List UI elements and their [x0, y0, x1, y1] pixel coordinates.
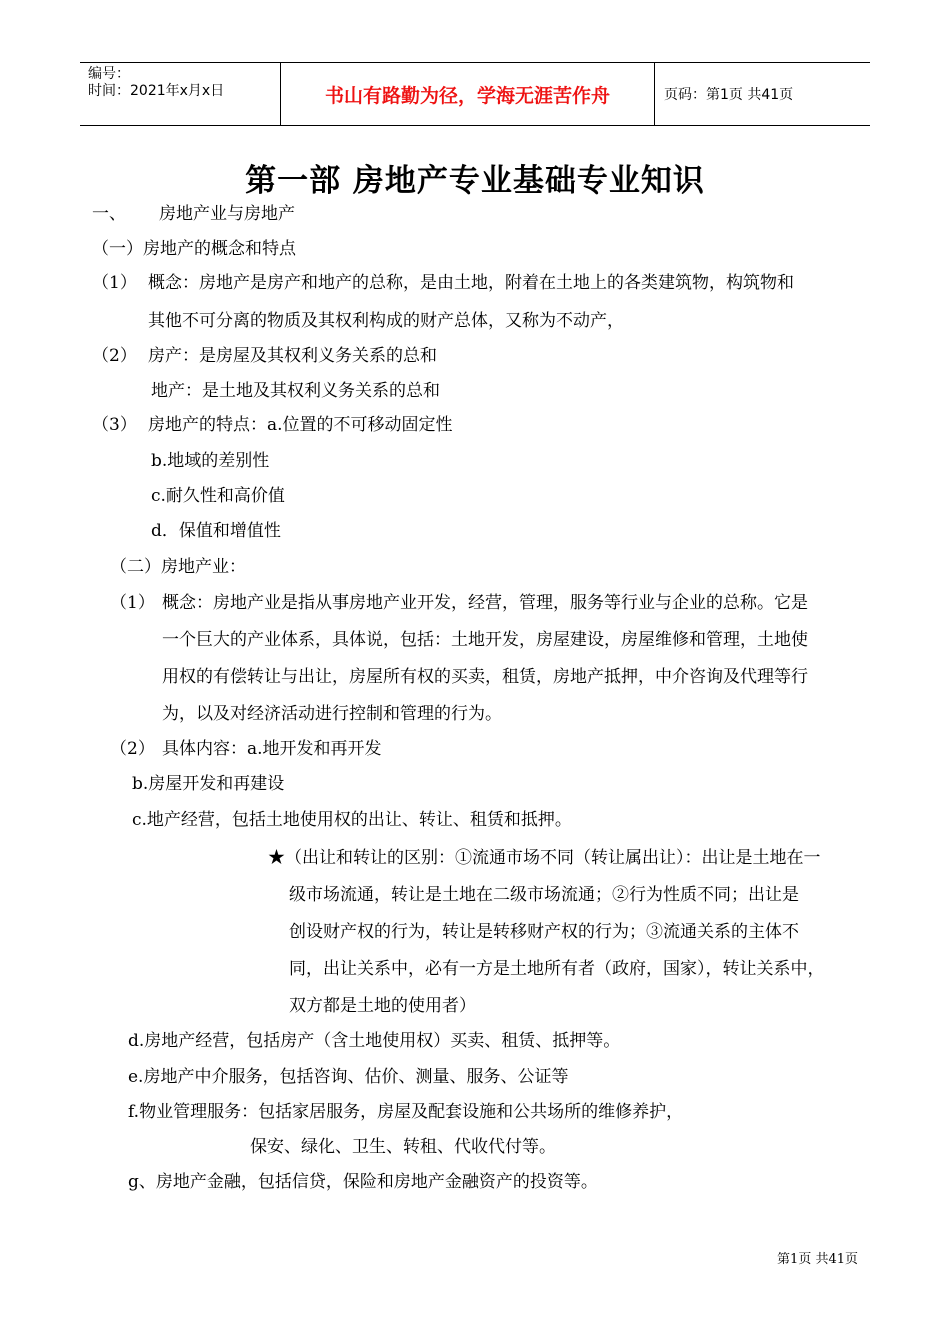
body-line: 保安、绿化、卫生、转租、代收代付等。: [250, 1137, 556, 1157]
line-marker: （3）: [92, 415, 137, 435]
line-marker: （2）: [110, 739, 155, 759]
body-line: d．保值和增值性: [151, 521, 281, 541]
body-line: ★（出让和转让的区别：①流通市场不同（转让属出让）：出让是土地在一: [268, 848, 821, 868]
body-line: [92, 414, 453, 436]
number-label: 编号：: [88, 66, 130, 82]
body-line: 双方都是土地的使用者）: [289, 996, 476, 1016]
body-line: （一）房地产的概念和特点: [92, 239, 296, 259]
line-marker: 一、: [92, 204, 126, 224]
body-line: e.房地产中介服务，包括咨询、估价、测量、服务、公证等: [128, 1067, 569, 1087]
line-marker: （1）: [92, 273, 137, 293]
line-text: 概念：房地产业是指从事房地产业开发，经营，管理，服务等行业与企业的总称。它是: [162, 593, 808, 613]
body-line: b.房屋开发和再建设: [132, 774, 285, 794]
body-line: [92, 203, 295, 225]
body-line: 级市场流通，转让是土地在二级市场流通；②行为性质不同；出让是: [289, 885, 799, 905]
line-marker: （2）: [92, 346, 137, 366]
body-line: 一个巨大的产业体系，具体说，包括：土地开发，房屋建设，房屋维修和管理，土地使: [162, 630, 808, 650]
header-table: [80, 62, 870, 126]
body-line: c.地产经营，包括土地使用权的出让、转让、租赁和抵押。: [132, 810, 572, 830]
page-title: 第一部 房地产专业基础专业知识: [245, 163, 705, 199]
body-line: 为，以及对经济活动进行控制和管理的行为。: [162, 704, 502, 724]
body-line: g、房地产金融，包括信贷，保险和房地产金融资产的投资等。: [128, 1172, 598, 1192]
line-text: 具体内容：a.地开发和再开发: [162, 739, 382, 759]
header-left-cell: [80, 63, 281, 125]
body-line: f.物业管理服务：包括家居服务，房屋及配套设施和公共场所的维修养护，: [128, 1102, 684, 1122]
line-text: 房产：是房屋及其权利义务关系的总和: [148, 346, 437, 366]
motto: 书山有路勤为径，学海无涯苦作舟: [281, 63, 655, 125]
body-line: [92, 272, 794, 294]
page-footer: 第1页 共41页: [777, 1252, 858, 1267]
page-info: 页码：第1页 共41页: [664, 87, 794, 103]
line-text: 房地产的特点：a.位置的不可移动固定性: [148, 415, 453, 435]
line-marker: （1）: [110, 593, 155, 613]
body-line: 同，出让关系中，必有一方是土地所有者（政府，国家），转让关系中，: [289, 959, 825, 979]
body-line: c.耐久性和高价值: [151, 486, 285, 506]
body-line: 用权的有偿转让与出让，房屋所有权的买卖，租赁，房地产抵押，中介咨询及代理等行: [162, 667, 808, 687]
body-line: （二）房地产业：: [110, 557, 246, 577]
body-line: 其他不可分离的物质及其权利构成的财产总体，又称为不动产，: [148, 311, 624, 331]
line-text: 房地产业与房地产: [159, 204, 295, 224]
body-line: 创设财产权的行为，转让是转移财产权的行为；③流通关系的主体不: [289, 922, 799, 942]
body-line: b.地域的差别性: [151, 451, 270, 471]
body-line: 地产：是土地及其权利义务关系的总和: [151, 381, 440, 401]
body-line: d.房地产经营，包括房产（含土地使用权）买卖、租赁、抵押等。: [128, 1031, 621, 1051]
body-line: [110, 738, 382, 760]
time-label: 时间：2021年x月x日: [88, 83, 225, 99]
body-line: [92, 345, 437, 367]
body-line: [110, 592, 808, 614]
line-text: 概念：房地产是房产和地产的总称，是由土地，附着在土地上的各类建筑物，构筑物和: [148, 273, 794, 293]
